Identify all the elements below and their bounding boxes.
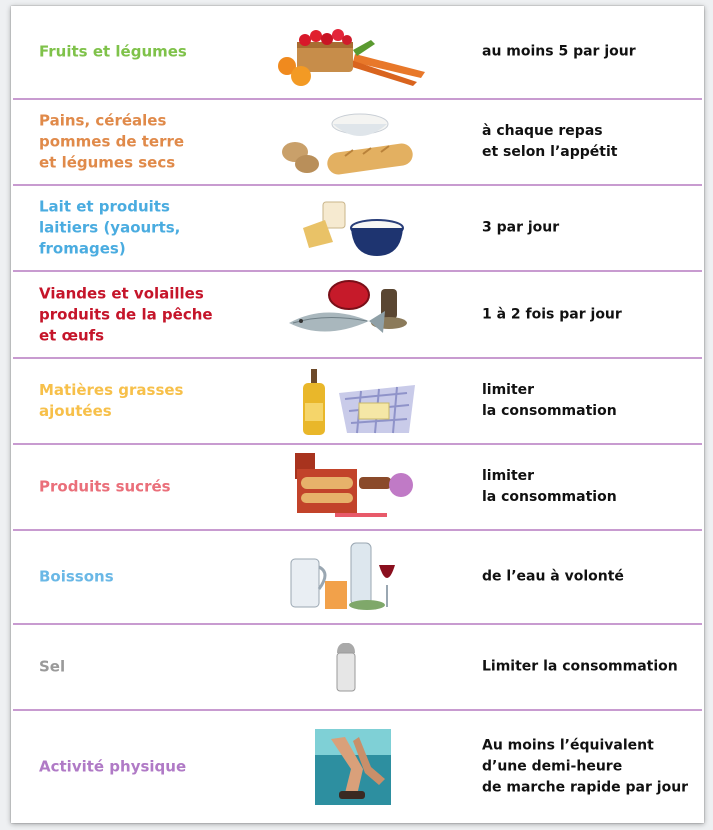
recommendation-text: 1 à 2 fois par jour <box>482 306 622 322</box>
salt-shaker-illustration <box>275 629 425 705</box>
table-row <box>13 100 702 186</box>
recommendation-text: limiter la consommation <box>482 382 617 419</box>
sweets-illustration <box>275 449 425 525</box>
category-label: Activité physique <box>39 757 187 776</box>
table-row <box>13 625 702 711</box>
table-row <box>13 445 702 531</box>
bread-potatoes-rice-illustration <box>275 104 425 180</box>
category-label: Pains, céréales pommes de terre et légumes secs <box>39 111 185 172</box>
table-row <box>13 272 702 359</box>
category-label: Sel <box>39 657 66 676</box>
category-label: Lait et produits laitiers (yaourts, fromages) <box>39 197 181 258</box>
dairy-products-illustration <box>275 190 425 266</box>
category-label: Boissons <box>39 567 114 586</box>
recommendation-text: de l’eau à volonté <box>482 568 624 585</box>
running-legs-photo <box>275 729 425 805</box>
table-row <box>13 186 702 272</box>
category-label: Matières grasses ajoutées <box>39 381 184 420</box>
recommendation-text: limiter la consommation <box>482 468 617 505</box>
oil-butter-illustration <box>275 363 425 439</box>
fish-meat-eggs-illustration <box>275 277 425 353</box>
recommendation-text: à chaque repas et selon l’appétit <box>482 123 618 160</box>
table-row <box>13 359 702 445</box>
category-label: Fruits et légumes <box>39 42 187 61</box>
fruits-vegetables-illustration <box>275 14 425 90</box>
recommendation-text: 3 par jour <box>482 219 560 236</box>
table-row <box>13 711 702 823</box>
category-label: Viandes et volailles produits de la pêche et œufs <box>39 284 213 344</box>
recommendation-text: Limiter la consommation <box>482 658 678 675</box>
nutrition-guidelines-table <box>11 6 704 823</box>
table-row <box>13 6 702 100</box>
recommendation-text: au moins 5 par jour <box>482 43 636 60</box>
table-row <box>13 531 702 625</box>
category-label: Produits sucrés <box>39 477 171 496</box>
drinks-illustration <box>275 539 425 615</box>
recommendation-text: Au moins l’équivalent d’une demi-heure de marche rapide par jour <box>482 737 689 796</box>
